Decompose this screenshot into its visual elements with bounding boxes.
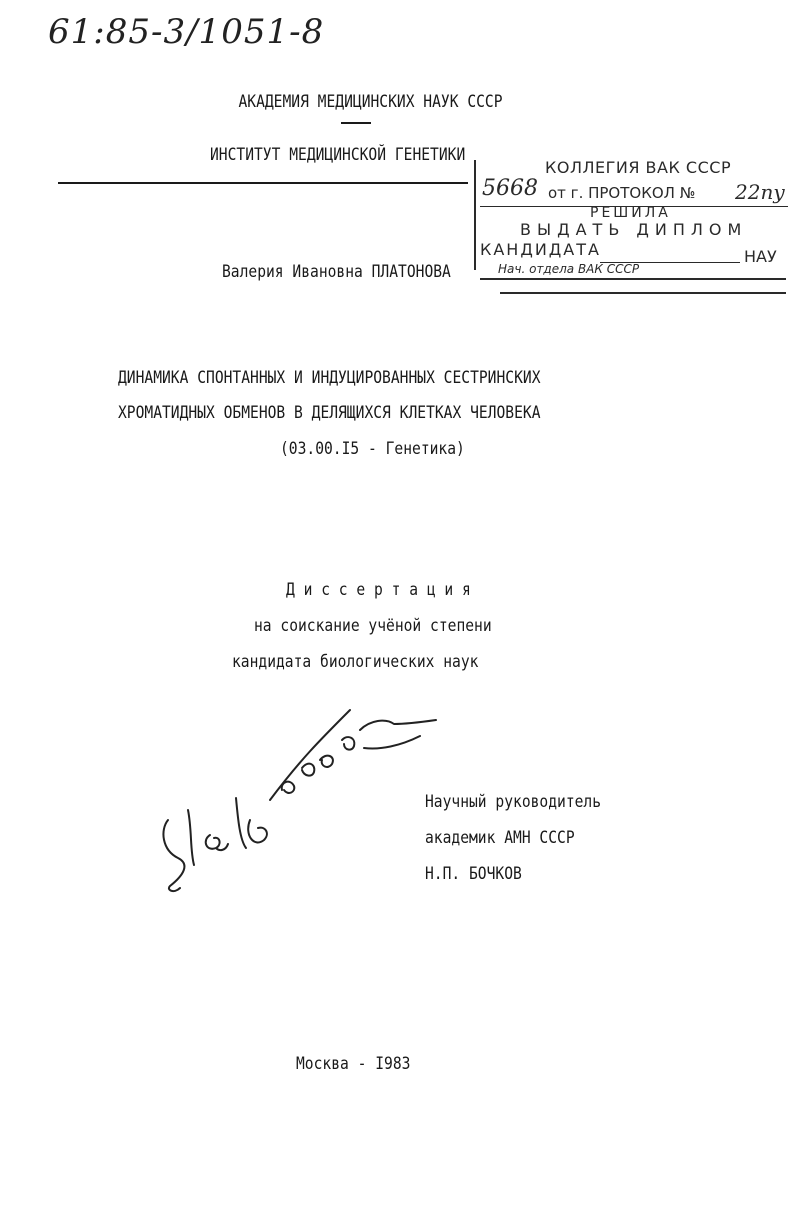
institute-heading: ИНСТИТУТ МЕДИЦИНСКОЙ ГЕНЕТИКИ [210, 145, 466, 165]
supervisor-name: Н.П. БОЧКОВ [425, 864, 522, 884]
archive-number: 61:85-3/1051-8 [48, 12, 325, 52]
stamp-protocol-number: 22пу [735, 180, 785, 204]
supervisor-label: Научный руководитель [425, 792, 602, 812]
title-line-2: ХРОМАТИДНЫХ ОБМЕНОВ В ДЕЛЯЩИХСЯ КЛЕТКАХ ЧЕЛОВЕКА [118, 403, 541, 423]
stamp-department: Нач. отдела ВАК СССР [498, 262, 640, 276]
title-line-1: ДИНАМИКА СПОНТАННЫХ И ИНДУЦИРОВАННЫХ СЕСТРИНСКИХ [118, 368, 541, 388]
specialty: (03.00.I5 - Генетика) [280, 439, 465, 459]
signature [150, 690, 450, 900]
stamp-resolved: РЕШИЛА [590, 205, 671, 221]
dissertation-word: Д и с с е р т а ц и я [286, 580, 471, 600]
stamp-protocol-label: от г. ПРОТОКОЛ № [548, 184, 696, 202]
stamp-candidate-suffix: НАУ [744, 247, 777, 266]
academy-heading: АКАДЕМИЯ МЕДИЦИНСКИХ НАУК СССР [238, 92, 503, 112]
dissertation-field: кандидата биологических наук [232, 652, 479, 672]
author-name: Валерия Ивановна ПЛАТОНОВА [222, 262, 451, 282]
header-rule [58, 182, 468, 184]
city-year: Москва - I983 [296, 1054, 411, 1074]
stamp-number: 5668 [482, 176, 538, 201]
stamp-commission: КОЛЛЕГИЯ ВАК СССР [545, 158, 732, 177]
dissertation-degree: на соискание учёной степени [254, 616, 492, 636]
header-dash [341, 122, 371, 124]
stamp-candidate: КАНДИДАТА [480, 240, 601, 259]
supervisor-rank: академик АМН СССР [425, 828, 575, 848]
stamp-issue-diploma: ВЫДАТЬ ДИПЛОМ [520, 220, 748, 239]
